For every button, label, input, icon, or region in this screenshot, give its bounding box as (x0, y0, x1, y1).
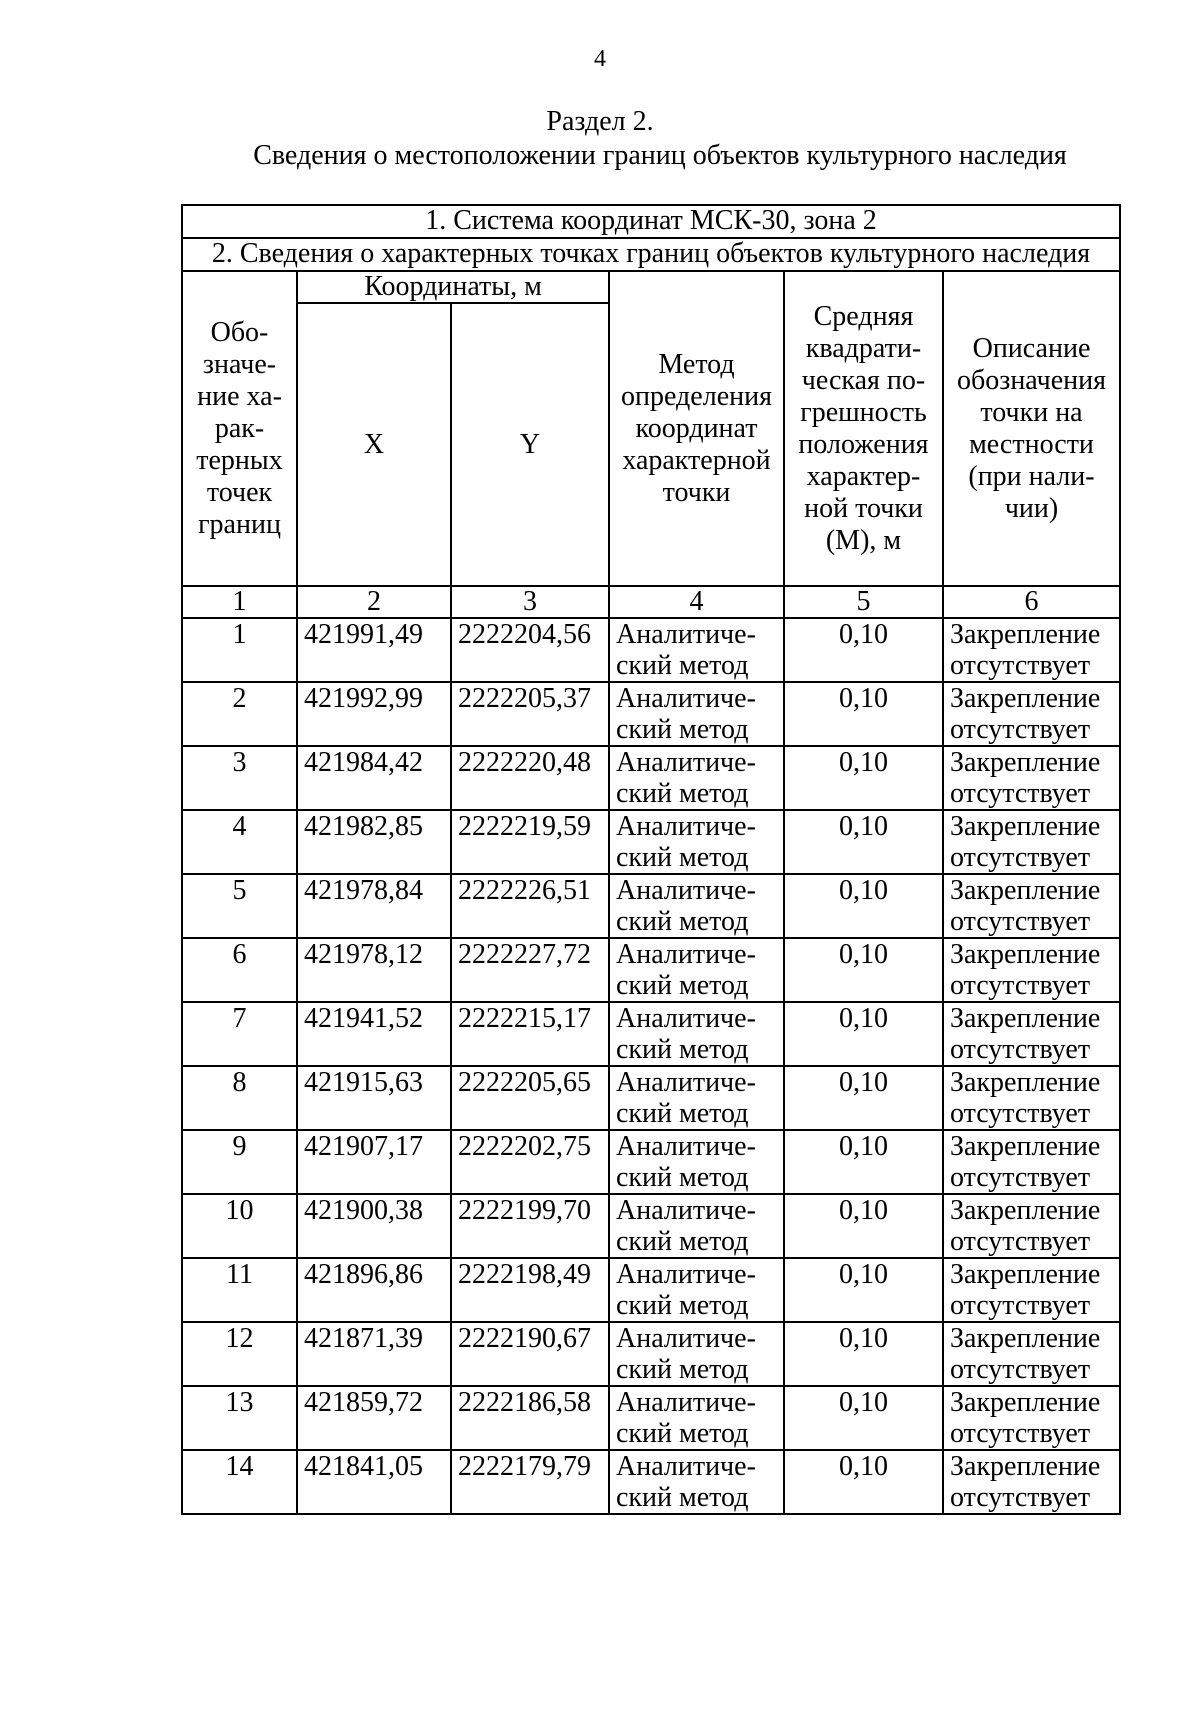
cell-x: 421982,85 (297, 810, 451, 874)
cell-point-number: 4 (182, 810, 297, 874)
cell-x: 421978,12 (297, 938, 451, 1002)
column-number: 5 (784, 586, 943, 618)
cell-y: 2222179,79 (451, 1450, 609, 1514)
cell-description: Закрепление отсутствует (943, 1066, 1120, 1130)
cell-description: Закрепление отсутствует (943, 1386, 1120, 1450)
table-row (182, 874, 1120, 938)
cell-error: 0,10 (784, 1002, 943, 1066)
table-row (182, 1322, 1120, 1386)
points-info-row: 2. Сведения о характерных точках границ объектов культурного наследия (182, 238, 1120, 271)
table-row (182, 1194, 1120, 1258)
cell-description: Закрепление отсутствует (943, 938, 1120, 1002)
cell-point-number: 3 (182, 746, 297, 810)
page-number: 4 (594, 46, 606, 72)
cell-description: Закрепление отсутствует (943, 1130, 1120, 1194)
cell-point-number: 6 (182, 938, 297, 1002)
cell-method: Аналитиче- ский метод (609, 1066, 784, 1130)
cell-x: 421941,52 (297, 1002, 451, 1066)
cell-description: Закрепление отсутствует (943, 874, 1120, 938)
cell-point-number: 8 (182, 1066, 297, 1130)
cell-description: Закрепление отсутствует (943, 1258, 1120, 1322)
cell-x: 421907,17 (297, 1130, 451, 1194)
cell-x: 421991,49 (297, 618, 451, 682)
cell-y: 2222226,51 (451, 874, 609, 938)
table-row (182, 1258, 1120, 1322)
section-title: Раздел 2. (546, 106, 654, 137)
cell-point-number: 7 (182, 1002, 297, 1066)
cell-method: Аналитиче- ский метод (609, 1450, 784, 1514)
coordinate-system-row: 1. Система координат МСК-30, зона 2 (182, 205, 1120, 238)
cell-description: Закрепление отсутствует (943, 1322, 1120, 1386)
cell-error: 0,10 (784, 746, 943, 810)
cell-y: 2222204,56 (451, 618, 609, 682)
section-subtitle: Сведения о местоположении границ объектов культурного наследия (253, 140, 1067, 171)
column-number: 4 (609, 586, 784, 618)
cell-description: Закрепление отсутствует (943, 1450, 1120, 1514)
cell-error: 0,10 (784, 1322, 943, 1386)
table-row (182, 1386, 1120, 1450)
cell-point-number: 14 (182, 1450, 297, 1514)
column-numbers-row (182, 586, 1120, 618)
cell-method: Аналитиче- ский метод (609, 682, 784, 746)
cell-error: 0,10 (784, 682, 943, 746)
table-row (182, 1066, 1120, 1130)
cell-point-number: 9 (182, 1130, 297, 1194)
cell-x: 421992,99 (297, 682, 451, 746)
cell-error: 0,10 (784, 874, 943, 938)
header-method: Метод определения координат характерной точки (609, 271, 784, 586)
table-row (182, 1002, 1120, 1066)
cell-method: Аналитиче- ский метод (609, 1002, 784, 1066)
cell-y: 2222205,65 (451, 1066, 609, 1130)
cell-point-number: 5 (182, 874, 297, 938)
cell-point-number: 13 (182, 1386, 297, 1450)
cell-y: 2222202,75 (451, 1130, 609, 1194)
cell-point-number: 10 (182, 1194, 297, 1258)
column-number: 1 (182, 586, 297, 618)
cell-description: Закрепление отсутствует (943, 746, 1120, 810)
table-row (182, 1450, 1120, 1514)
cell-x: 421984,42 (297, 746, 451, 810)
cell-y: 2222199,70 (451, 1194, 609, 1258)
cell-method: Аналитиче- ский метод (609, 746, 784, 810)
cell-y: 2222227,72 (451, 938, 609, 1002)
cell-error: 0,10 (784, 1386, 943, 1450)
cell-method: Аналитиче- ский метод (609, 618, 784, 682)
cell-y: 2222215,17 (451, 1002, 609, 1066)
cell-error: 0,10 (784, 1194, 943, 1258)
cell-error: 0,10 (784, 1066, 943, 1130)
cell-description: Закрепление отсутствует (943, 618, 1120, 682)
cell-x: 421978,84 (297, 874, 451, 938)
cell-y: 2222219,59 (451, 810, 609, 874)
cell-description: Закрепление отсутствует (943, 1002, 1120, 1066)
header-y: Y (451, 303, 609, 586)
cell-point-number: 12 (182, 1322, 297, 1386)
cell-method: Аналитиче- ский метод (609, 1258, 784, 1322)
cell-x: 421896,86 (297, 1258, 451, 1322)
column-number: 3 (451, 586, 609, 618)
boundary-points-table (181, 204, 1121, 1515)
table-row (182, 746, 1120, 810)
cell-x: 421915,63 (297, 1066, 451, 1130)
cell-x: 421859,72 (297, 1386, 451, 1450)
cell-error: 0,10 (784, 810, 943, 874)
cell-error: 0,10 (784, 1130, 943, 1194)
table-row (182, 938, 1120, 1002)
table-row (182, 810, 1120, 874)
header-error: Средняя квадрати- ческая по- грешность положения характер- ной точки (М), м (784, 271, 943, 586)
cell-point-number: 1 (182, 618, 297, 682)
cell-x: 421900,38 (297, 1194, 451, 1258)
cell-description: Закрепление отсутствует (943, 682, 1120, 746)
header-x: X (297, 303, 451, 586)
cell-error: 0,10 (784, 1258, 943, 1322)
table-row (182, 682, 1120, 746)
cell-point-number: 11 (182, 1258, 297, 1322)
table-row (182, 1130, 1120, 1194)
cell-method: Аналитиче- ский метод (609, 938, 784, 1002)
cell-error: 0,10 (784, 618, 943, 682)
header-designation: Обо- значе- ние ха- рак- терных точек границ (182, 271, 297, 586)
header-coordinates: Координаты, м (297, 271, 609, 303)
cell-x: 421871,39 (297, 1322, 451, 1386)
cell-x: 421841,05 (297, 1450, 451, 1514)
cell-method: Аналитиче- ский метод (609, 1386, 784, 1450)
cell-error: 0,10 (784, 938, 943, 1002)
cell-method: Аналитиче- ский метод (609, 1322, 784, 1386)
cell-y: 2222198,49 (451, 1258, 609, 1322)
cell-method: Аналитиче- ский метод (609, 810, 784, 874)
cell-method: Аналитиче- ский метод (609, 1194, 784, 1258)
cell-point-number: 2 (182, 682, 297, 746)
cell-y: 2222186,58 (451, 1386, 609, 1450)
cell-description: Закрепление отсутствует (943, 810, 1120, 874)
cell-description: Закрепление отсутствует (943, 1194, 1120, 1258)
cell-y: 2222205,37 (451, 682, 609, 746)
header-description: Описание обозначения точки на местности (при нали- чии) (943, 271, 1120, 586)
cell-method: Аналитиче- ский метод (609, 874, 784, 938)
cell-error: 0,10 (784, 1450, 943, 1514)
cell-y: 2222190,67 (451, 1322, 609, 1386)
cell-y: 2222220,48 (451, 746, 609, 810)
table-row (182, 618, 1120, 682)
cell-method: Аналитиче- ский метод (609, 1130, 784, 1194)
column-number: 2 (297, 586, 451, 618)
column-number: 6 (943, 586, 1120, 618)
